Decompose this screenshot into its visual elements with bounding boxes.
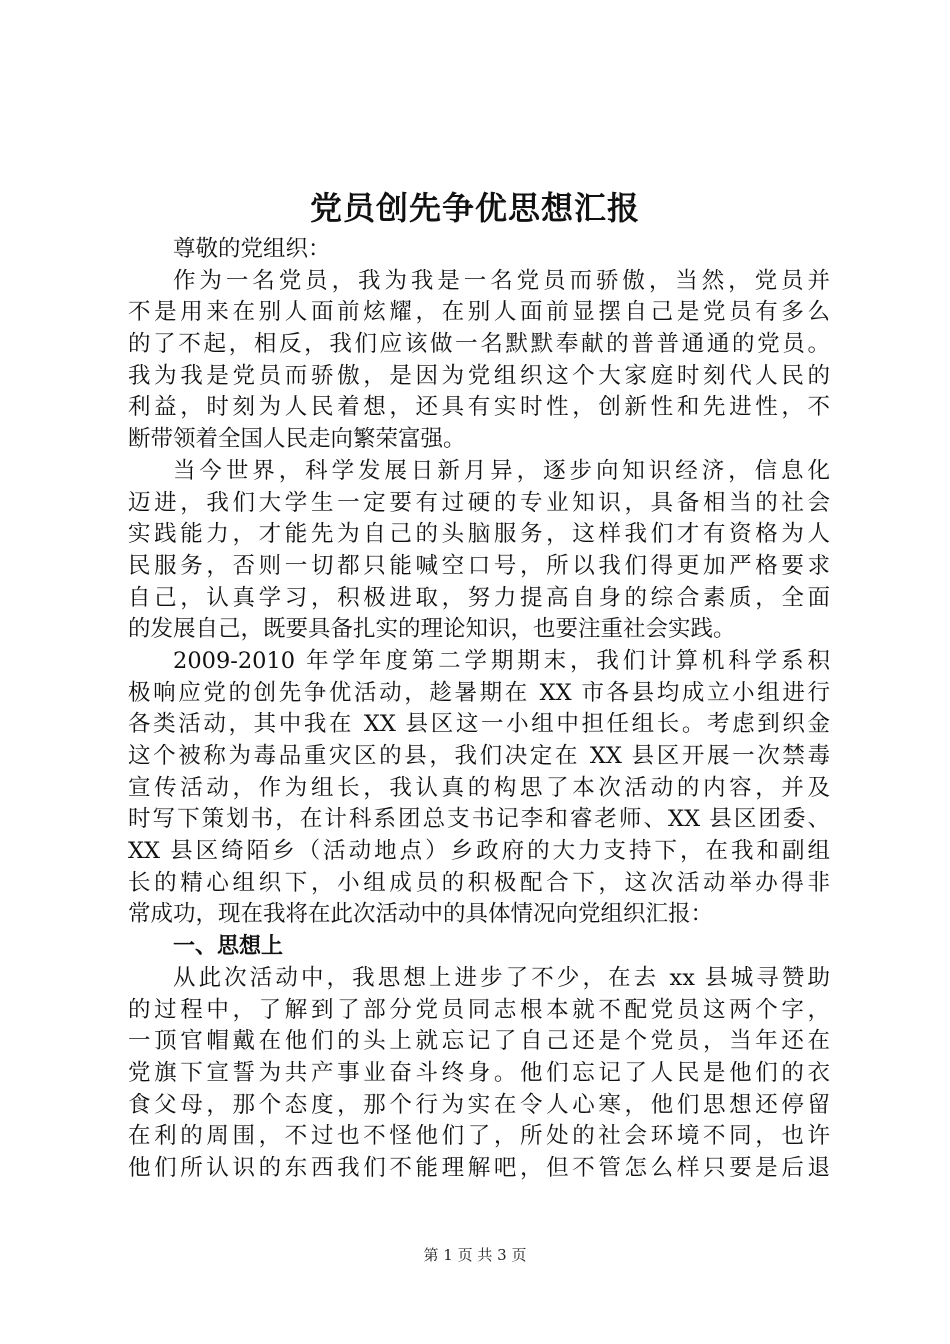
- text-line: 食父母，那个态度，那个行为实在令人心寒，他们思想还停留: [128, 1091, 830, 1118]
- text-line: 党旗下宣誓为共产事业奋斗终身。他们忘记了人民是他们的衣: [128, 1059, 830, 1086]
- text-line: 利益，时刻为人民着想，还具有实时性，创新性和先进性，不: [128, 394, 830, 421]
- document-title: 党员创先争优思想汇报: [309, 189, 640, 227]
- page-footer: 第 1 页 共 3 页: [423, 1246, 527, 1264]
- text-line: 2009-2010 年学年度第二学期期末，我们计算机科学系积: [173, 647, 830, 674]
- text-line: 的过程中，了解到了部分党员同志根本就不配党员这两个字，: [128, 996, 830, 1023]
- salutation: 尊敬的党组织：: [173, 236, 331, 262]
- text-line: 时写下策划书，在计科系团总支书记李和睿老师、XX 县区团委、: [128, 806, 830, 833]
- text-line: 自己，认真学习，积极进取，努力提高自身的综合素质，全面: [128, 584, 830, 611]
- text-line: 各类活动，其中我在 XX 县区这一小组中担任组长。考虑到织金: [128, 711, 830, 738]
- text-line: 的了不起，相反，我们应该做一名默默奉献的普普通通的党员。: [128, 331, 830, 358]
- document-body: [128, 234, 830, 1185]
- text-line: XX 县区绮陌乡（活动地点）乡政府的大力支持下，在我和副组: [128, 838, 830, 865]
- text-line: 一顶官帽戴在他们的头上就忘记了自己还是个党员，当年还在: [128, 1028, 830, 1055]
- text-line: 从此次活动中，我思想上进步了不少，在去 xx 县城寻赞助: [173, 964, 830, 991]
- text-line: 不是用来在别人面前炫耀，在别人面前显摆自己是党员有多么: [128, 299, 830, 326]
- text-line: 断带领着全国人民走向繁荣富强。: [128, 426, 466, 453]
- text-line: 在利的周围，不过也不怪他们了，所处的社会环境不同，也许: [128, 1123, 830, 1150]
- text-line: 宣传活动，作为组长，我认真的构思了本次活动的内容，并及: [128, 774, 830, 801]
- section-heading: 一、思想上: [173, 934, 284, 960]
- text-line: 我为我是党员而骄傲，是因为党组织这个大家庭时刻代人民的: [128, 362, 830, 389]
- text-line: 民服务，否则一切都只能喊空口号，所以我们得更加严格要求: [128, 552, 830, 579]
- text-line: 他们所认识的东西我们不能理解吧，但不管怎么样只要是后退: [128, 1154, 830, 1181]
- body-lines: [128, 266, 830, 1185]
- text-line: 常成功，现在我将在此次活动中的具体情况向党组织汇报：: [128, 901, 714, 928]
- text-line: 实践能力，才能先为自己的头脑服务，这样我们才有资格为人: [128, 521, 830, 548]
- text-line: 当今世界，科学发展日新月异，逐步向知识经济，信息化: [173, 457, 830, 484]
- text-line: 迈进，我们大学生一定要有过硬的专业知识，具备相当的社会: [128, 489, 830, 516]
- text-line: 长的精心组织下，小组成员的积极配合下，这次活动举办得非: [128, 869, 830, 896]
- text-line: 作为一名党员，我为我是一名党员而骄傲，当然，党员并: [173, 267, 830, 294]
- text-line: 这个被称为毒品重灾区的县，我们决定在 XX 县区开展一次禁毒: [128, 743, 830, 769]
- text-line: 的发展自己，既要具备扎实的理论知识，也要注重社会实践。: [128, 616, 736, 643]
- text-line: 极响应党的创先争优活动，趁暑期在 XX 市各县均成立小组进行: [128, 679, 830, 706]
